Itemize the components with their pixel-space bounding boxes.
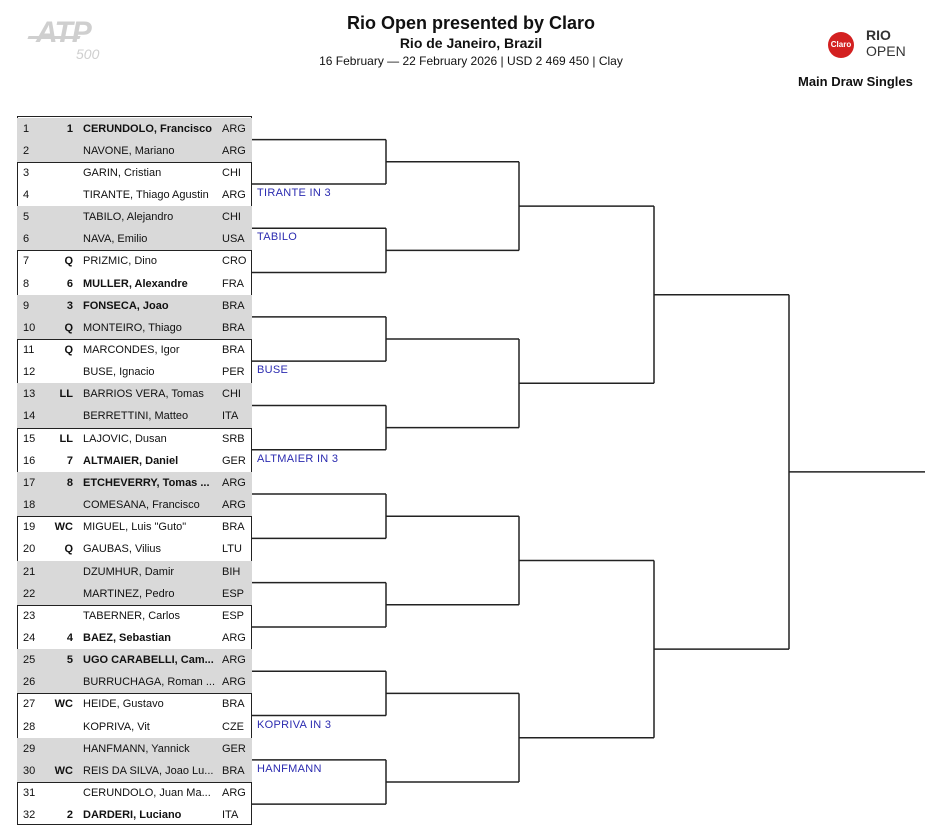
nationality: ARG [222, 188, 246, 201]
nationality: PER [222, 366, 245, 379]
draw-position: 19 [23, 521, 36, 534]
draw-position: 29 [23, 742, 36, 755]
nationality: CHI [222, 211, 241, 224]
draw-position: 26 [23, 676, 36, 689]
draw-title: Main Draw Singles [798, 74, 913, 89]
seed-entry: Q [64, 344, 73, 356]
atp-level-text: 500 [76, 46, 100, 62]
nationality: CRO [222, 255, 247, 268]
nationality: CZE [222, 720, 244, 733]
player-name: BARRIOS VERA, Tomas [83, 388, 204, 401]
claro-badge-icon: Claro [828, 32, 854, 58]
nationality: CHI [222, 388, 241, 401]
draw-position: 1 [23, 122, 30, 135]
match-winner: BUSE [257, 364, 289, 377]
player-name: MARCONDES, Igor [83, 344, 180, 356]
player-name: GARIN, Cristian [83, 166, 162, 179]
nationality: ESP [222, 587, 245, 600]
draw-position: 13 [23, 388, 36, 401]
nationality: GER [222, 742, 246, 755]
player-name: PRIZMIC, Dino [83, 255, 157, 268]
seed-entry: Q [64, 255, 73, 268]
draw-position: 24 [23, 631, 36, 644]
nationality: ARG [222, 787, 246, 799]
draw-position: 18 [23, 499, 36, 512]
nationality: FRA [222, 277, 244, 290]
draw-position: 30 [23, 764, 36, 777]
player-name: CERUNDOLO, Francisco [83, 122, 212, 135]
player-name: ALTMAIER, Daniel [83, 454, 179, 467]
seed-entry: 2 [66, 809, 73, 822]
nationality: LTU [222, 543, 242, 556]
nationality: BRA [222, 521, 245, 534]
tournament-info: 16 February — 22 February 2026 | USD 2 469 450 | Clay [319, 54, 623, 68]
draw-position: 22 [23, 587, 36, 600]
nationality: GER [222, 454, 246, 467]
player-name: MONTEIRO, Thiago [83, 321, 182, 334]
rio-logo-line2: OPEN [866, 43, 906, 59]
match-winner: TIRANTE IN 3 [257, 186, 331, 199]
draw-position: 9 [23, 299, 30, 312]
draw-position: 10 [23, 321, 36, 334]
seed-entry: WC [54, 521, 73, 534]
draw-position: 12 [23, 366, 36, 379]
seed-entry: 1 [66, 122, 73, 135]
nationality: ARG [222, 676, 246, 689]
nationality: BRA [222, 299, 245, 312]
player-name: TABILO, Alejandro [83, 211, 174, 224]
draw-position: 20 [23, 543, 36, 556]
nationality: ARG [222, 631, 246, 644]
player-name: MARTINEZ, Pedro [83, 587, 175, 600]
seed-entry: 6 [66, 277, 73, 290]
player-name: FONSECA, Joao [83, 299, 169, 312]
player-name: UGO CARABELLI, Cam... [83, 654, 214, 667]
draw-position: 7 [23, 255, 30, 268]
player-name: GAUBAS, Vilius [83, 543, 162, 556]
draw-position: 3 [23, 166, 30, 179]
seed-entry: 3 [66, 299, 73, 312]
match-winner: HANFMANN [257, 762, 322, 775]
draw-position: 25 [23, 654, 36, 667]
player-name: ETCHEVERRY, Tomas ... [83, 476, 210, 489]
nationality: BRA [222, 698, 245, 711]
player-name: MIGUEL, Luis "Guto" [83, 521, 187, 534]
nationality: ARG [222, 476, 246, 489]
nationality: BIH [222, 565, 241, 578]
draw-position: 32 [23, 809, 36, 822]
seed-entry: 7 [66, 454, 73, 467]
tournament-location: Rio de Janeiro, Brazil [399, 35, 543, 51]
draw-position: 28 [23, 720, 36, 733]
seed-entry: 8 [66, 476, 73, 489]
seed-entry: WC [54, 698, 73, 711]
nationality: ARG [222, 499, 246, 512]
nationality: BRA [222, 764, 245, 777]
nationality: ARG [222, 144, 246, 157]
seed-entry: Q [64, 321, 73, 334]
player-name: KOPRIVA, Vit [83, 720, 150, 733]
seed-entry: LL [59, 432, 73, 445]
match-winner: ALTMAIER IN 3 [257, 452, 339, 465]
player-name: COMESANA, Francisco [83, 499, 200, 512]
nationality: ITA [222, 809, 239, 822]
player-name: DZUMHUR, Damir [83, 565, 175, 578]
draw-position: 11 [23, 344, 35, 356]
player-name: NAVA, Emilio [83, 233, 148, 246]
nationality: ITA [222, 410, 239, 423]
player-name: LAJOVIC, Dusan [83, 432, 167, 445]
draw-position: 4 [23, 188, 30, 201]
player-name: CERUNDOLO, Juan Ma... [83, 787, 211, 799]
player-name: BURRUCHAGA, Roman ... [83, 676, 216, 689]
nationality: SRB [222, 432, 245, 445]
nationality: BRA [222, 344, 245, 356]
nationality: ESP [222, 609, 245, 622]
player-name: MULLER, Alexandre [83, 277, 188, 290]
nationality: CHI [222, 166, 241, 179]
tournament-title: Rio Open presented by Claro [346, 13, 596, 33]
draw-position: 8 [23, 277, 30, 290]
draw-position: 6 [23, 233, 30, 246]
seed-entry: WC [54, 764, 73, 777]
draw-position: 15 [23, 432, 36, 445]
nationality: ARG [222, 122, 246, 135]
player-name: BERRETTINI, Matteo [83, 410, 189, 423]
seed-entry: 4 [66, 631, 73, 644]
player-name: HANFMANN, Yannick [83, 742, 190, 755]
seed-entry: Q [64, 543, 73, 556]
draw-position: 14 [23, 410, 36, 423]
seed-entry: 5 [66, 654, 73, 667]
rio-logo-line1: RIO [866, 27, 891, 43]
draw-position: 2 [23, 144, 30, 157]
nationality: BRA [222, 321, 245, 334]
player-name: REIS DA SILVA, Joao Lu... [83, 764, 214, 777]
seed-entry: LL [59, 388, 73, 401]
nationality: ARG [222, 654, 246, 667]
draw-position: 31 [23, 787, 36, 799]
match-winner: KOPRIVA IN 3 [257, 718, 332, 731]
draw-position: 23 [23, 609, 36, 622]
draw-position: 16 [23, 454, 36, 467]
player-name: HEIDE, Gustavo [83, 698, 164, 711]
match-winner: TABILO [257, 231, 298, 244]
player-name: DARDERI, Luciano [83, 809, 182, 822]
player-name: BUSE, Ignacio [83, 366, 155, 379]
nationality: USA [222, 233, 245, 246]
player-name: BAEZ, Sebastian [83, 631, 172, 644]
player-name: TIRANTE, Thiago Agustin [83, 188, 209, 201]
player-name: TABERNER, Carlos [83, 609, 180, 622]
draw-position: 27 [23, 698, 36, 711]
draw-position: 5 [23, 211, 30, 224]
atp-logo-text: ATP [36, 16, 91, 49]
player-name: NAVONE, Mariano [83, 144, 175, 157]
draw-position: 21 [23, 565, 36, 578]
draw-position: 17 [23, 476, 36, 489]
